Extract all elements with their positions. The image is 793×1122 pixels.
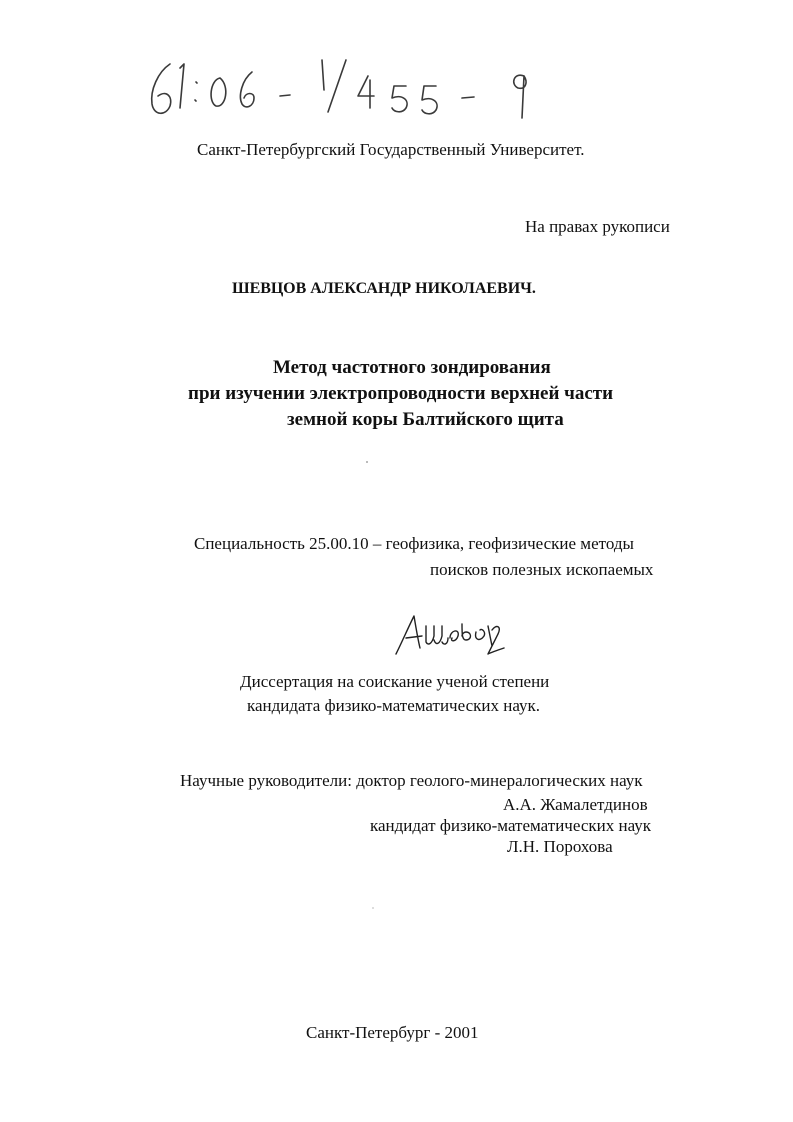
thesis-title-line-2: при изучении электропроводности верхней части [188, 383, 614, 404]
specialty-line-2: поисков полезных ископаемых [430, 560, 654, 579]
scan-speck [366, 461, 368, 463]
supervisor-1-name: А.А. Жамалетдинов [503, 795, 648, 814]
author-name: ШЕВЦОВ АЛЕКСАНДР НИКОЛАЕВИЧ. [232, 280, 536, 297]
supervisors-label-line: Научные руководители: доктор геолого-минералогических наук [180, 771, 643, 790]
university-name: Санкт-Петербургский Государственный Университет. [197, 140, 585, 159]
scan-speck [372, 907, 374, 909]
thesis-title-line-3: земной коры Балтийского щита [287, 409, 564, 430]
city-year: Санкт-Петербург - 2001 [306, 1023, 479, 1042]
dissertation-line-2: кандидата физико-математических наук. [247, 696, 541, 715]
specialty-line-1: Специальность 25.00.10 – геофизика, геофизические методы [194, 534, 634, 553]
author-signature [388, 606, 512, 662]
handwritten-archive-number [140, 42, 560, 132]
manuscript-note: На правах рукописи [525, 217, 670, 236]
thesis-title-line-1: Метод частотного зондирования [273, 357, 551, 378]
dissertation-line-1: Диссертация на соискание ученой степени [240, 672, 550, 691]
supervisor-2-name: Л.Н. Порохова [507, 837, 613, 856]
supervisor-2-degree: кандидат физико-математических наук [370, 816, 652, 835]
